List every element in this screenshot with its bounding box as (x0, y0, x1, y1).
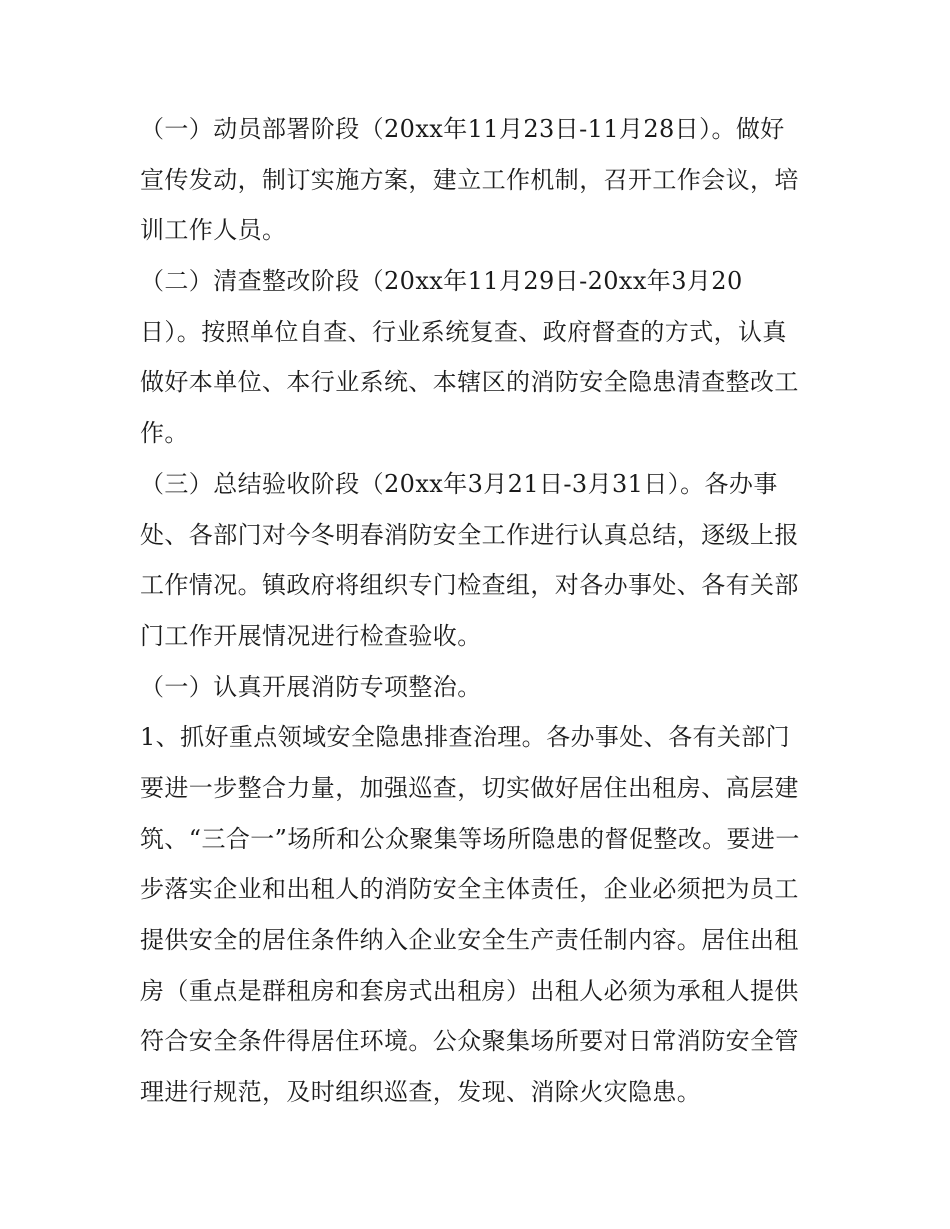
phase-2-line-4: 作。 (140, 419, 189, 448)
item-1-line-2: 要进一步整合力量，加强巡查，切实做好居住出租房、高层建 (140, 773, 799, 802)
item-1-line-8: 理进行规范，及时组织巡查，发现、消除火灾隐患。 (140, 1078, 702, 1107)
phase-3-line-3: 工作情况。镇政府将组织专门检查组，对各办事处、各有关部 (140, 571, 799, 600)
item-1-line-7: 符合安全条件得居住环境。公众聚集场所要对日常消防安全管 (140, 1027, 799, 1056)
phase-2-line-2: 日）。按照单位自查、行业系统复查、政府督查的方式，认真 (140, 317, 787, 346)
phase-1-line-2: 宣传发动，制订实施方案，建立工作机制，召开工作会议，培 (140, 165, 799, 194)
item-1-line-5: 提供安全的居住条件纳入企业安全生产责任制内容。居住出租 (140, 926, 799, 954)
phase-2-line-1: （二）清查整改阶段（20xx年11月29日-20xx年3月20 (140, 267, 743, 296)
item-1-line-6: 房（重点是群租房和套房式出租房）出租人必须为承租人提供 (140, 976, 799, 1005)
phase-1-line-3: 训工作人员。 (140, 216, 287, 245)
phase-1-line-1: （一）动员部署阶段（20xx年11月23日-11月28日）。做好 (140, 115, 785, 143)
item-1-line-4: 步落实企业和出租人的消防安全主体责任，企业必须把为员工 (140, 875, 799, 904)
item-1-line-1: 1、抓好重点领域安全隐患排查治理。各办事处、各有关部门 (140, 723, 791, 752)
item-1-line-3: 筑、“三合一”场所和公众聚集等场所隐患的督促整改。要进一 (140, 824, 800, 853)
phase-3-line-4: 门工作开展情况进行检查验收。 (140, 621, 482, 650)
phase-2-line-3: 做好本单位、本行业系统、本辖区的消防安全隐患清查整改工 (140, 368, 799, 397)
document-body (140, 104, 820, 1118)
phase-3-line-2: 处、各部门对今冬明春消防安全工作进行认真总结，逐级上报 (140, 520, 799, 549)
phase-3-line-1: （三）总结验收阶段（20xx年3月21日-3月31日）。各办事 (140, 469, 778, 498)
section-heading: （一）认真开展消防专项整治。 (140, 672, 482, 701)
